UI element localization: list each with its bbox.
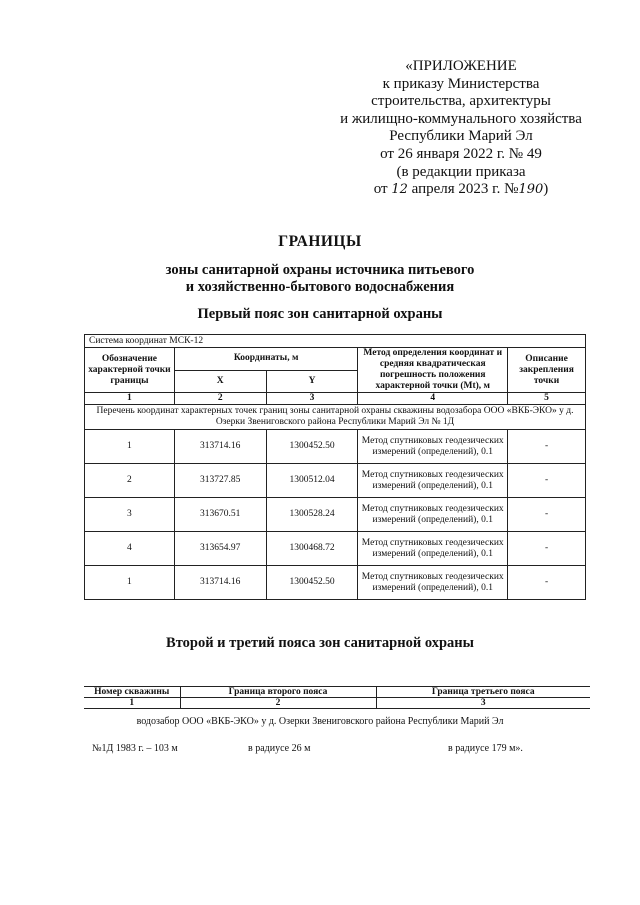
cell-method: Метод спутниковых геодезических измерений (определений), 0.1 <box>358 566 508 600</box>
approval-block <box>330 58 592 199</box>
belt23-table <box>84 686 590 709</box>
cell-y: 1300512.04 <box>266 464 358 498</box>
subtitle-line: зоны санитарной охраны источника питьевого <box>165 262 475 278</box>
header-point: Обозначение характерной точки границы <box>85 348 175 393</box>
header-second-belt: Граница второго пояса <box>180 687 376 698</box>
belt23-heading: Второй и третий пояса зон санитарной охраны <box>166 635 474 651</box>
cell-x: 313714.16 <box>174 566 266 600</box>
approval-line: от 26 января 2022 г. № 49 <box>380 145 542 162</box>
cell-method: Метод спутниковых геодезических измерений (определений), 0.1 <box>358 532 508 566</box>
cell-method: Метод спутниковых геодезических измерений (определений), 0.1 <box>358 498 508 532</box>
amendment-mid: апреля 2023 г. № <box>411 181 519 198</box>
table-note: Перечень координат характерных точек границ зоны санитарной охраны скважины водозабора ООО «ВКБ-ЭКО» у д. Озерки Звениговского района Республики Марий Эл № 1Д <box>85 405 586 430</box>
approval-line: «ПРИЛОЖЕНИЕ <box>405 58 517 74</box>
table-row <box>85 464 586 498</box>
table-row <box>85 498 586 532</box>
cell-method: Метод спутниковых геодезических измерений (определений), 0.1 <box>358 430 508 464</box>
column-number: 2 <box>180 698 376 709</box>
cell-description: - <box>508 498 586 532</box>
second-belt-radius: в радиусе 26 м <box>248 743 311 754</box>
amendment-suffix: ) <box>543 181 549 198</box>
amendment-prefix: от <box>373 181 388 198</box>
table-row <box>85 430 586 464</box>
column-number: 5 <box>508 393 586 405</box>
header-y: Y <box>266 370 358 393</box>
approval-line: строительства, архитектуры <box>371 93 551 110</box>
column-number: 3 <box>266 393 358 405</box>
table-row <box>85 566 586 600</box>
header-coordinates: Координаты, м <box>174 348 358 371</box>
water-intake-source: водозабор ООО «ВКБ-ЭКО» у д. Озерки Звениговского района Республики Марий Эл <box>136 716 504 727</box>
approval-line: Республики Марий Эл <box>389 128 533 145</box>
column-number: 1 <box>85 393 175 405</box>
cell-point: 3 <box>85 498 175 532</box>
cell-description: - <box>508 430 586 464</box>
header-x: X <box>174 370 266 393</box>
cell-x: 313714.16 <box>174 430 266 464</box>
cell-y: 1300452.50 <box>266 566 358 600</box>
cell-description: - <box>508 532 586 566</box>
handwritten-order-number: 190 <box>518 182 544 198</box>
cell-description: - <box>508 464 586 498</box>
header-third-belt: Граница третьего пояса <box>376 687 590 698</box>
approval-line: и жилищно-коммунального хозяйства <box>340 110 582 127</box>
handwritten-day: 12 <box>391 182 408 198</box>
document-title: ГРАНИЦЫ <box>278 233 362 250</box>
approval-line: (в редакции приказа <box>396 163 526 180</box>
cell-y: 1300528.24 <box>266 498 358 532</box>
column-number: 1 <box>84 698 180 709</box>
header-description: Описание закрепления точки <box>508 348 586 393</box>
header-well: Номер скважины <box>84 687 180 698</box>
belt1-coordinates-table <box>84 334 586 600</box>
cell-x: 313727.85 <box>174 464 266 498</box>
column-number: 3 <box>376 698 590 709</box>
cell-point: 2 <box>85 464 175 498</box>
column-number: 2 <box>174 393 266 405</box>
header-method: Метод определения координат и средняя квадратическая погрешность положения характерной точки (Mt), м <box>358 348 508 393</box>
belt1-heading: Первый пояс зон санитарной охраны <box>197 306 443 322</box>
cell-y: 1300452.50 <box>266 430 358 464</box>
cell-point: 4 <box>85 532 175 566</box>
well-info: №1Д 1983 г. – 103 м <box>92 743 178 754</box>
cell-x: 313654.97 <box>174 532 266 566</box>
column-number: 4 <box>358 393 508 405</box>
document-subtitle <box>0 262 640 296</box>
cell-point: 1 <box>85 566 175 600</box>
cell-description: - <box>508 566 586 600</box>
subtitle-line: и хозяйственно-бытового водоснабжения <box>185 279 455 295</box>
table-row <box>85 532 586 566</box>
approval-line: к приказу Министерства <box>382 75 540 92</box>
cell-method: Метод спутниковых геодезических измерений (определений), 0.1 <box>358 464 508 498</box>
approval-line-amendment <box>330 181 592 199</box>
third-belt-radius: в радиусе 179 м». <box>448 743 523 754</box>
cell-point: 1 <box>85 430 175 464</box>
coordinate-system: Система координат МСК-12 <box>85 335 586 348</box>
cell-y: 1300468.72 <box>266 532 358 566</box>
cell-x: 313670.51 <box>174 498 266 532</box>
